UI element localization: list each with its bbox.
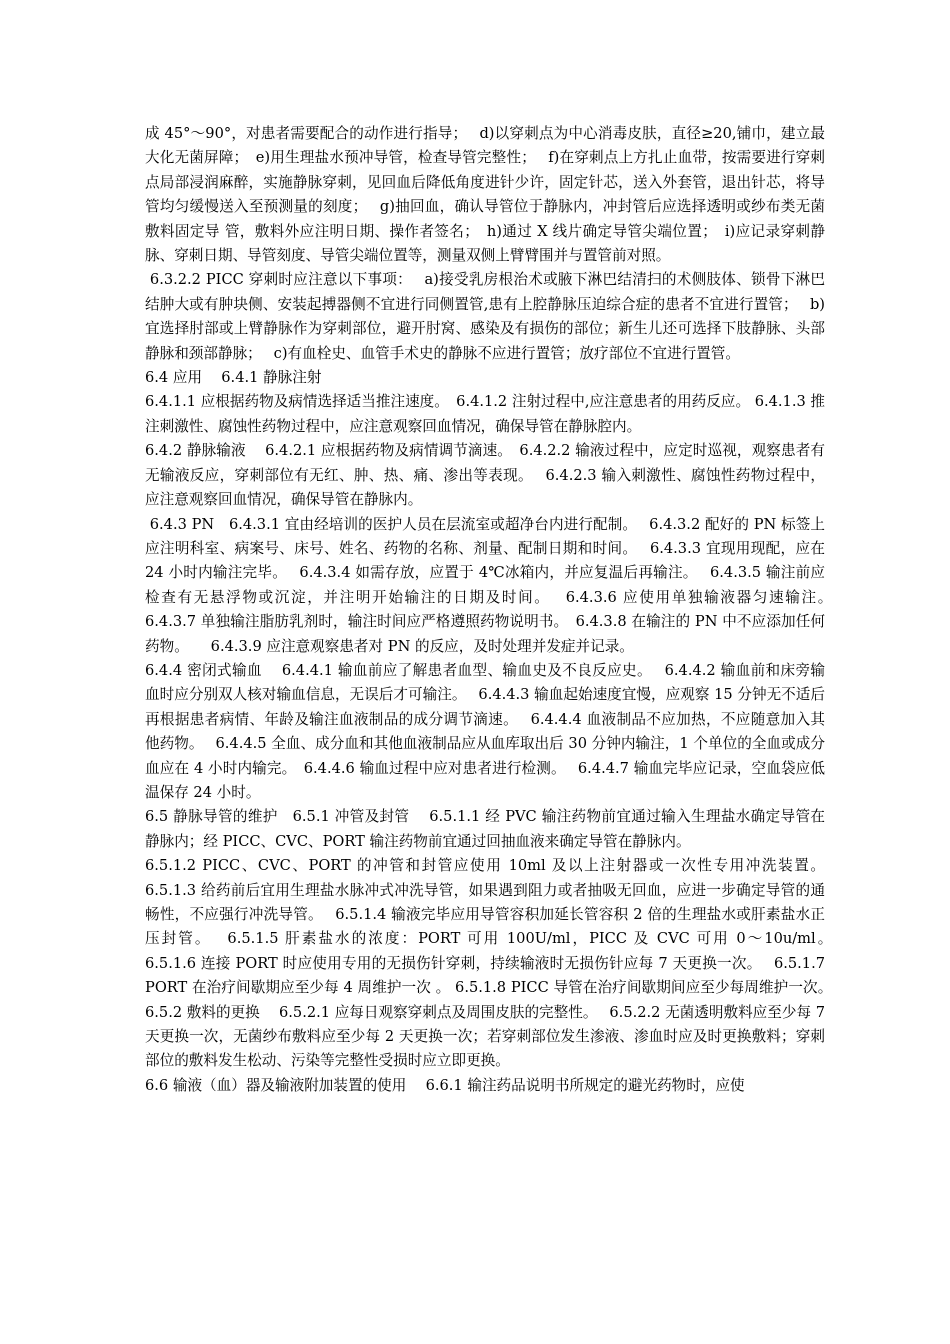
paragraph-3: 6.4 应用 6.4.1 静脉注射 [145,369,322,387]
paragraph-9: 6.5.1.2 PICC、CVC、PORT 的冲管和封管应使用 10ml 及以上注射器或一次性专用冲洗装置。 6.5.1.3 给药前后宜用生理盐水脉冲式冲洗导管，如果遇到阻力或者抽吸无回血，应进一步确定导管的通畅性，不应强行冲洗导管。 6.5.1.4 输液完毕应用导管容积加延长管容积 2 倍的生理盐水或肝素盐水正压封管。 6.5.1.5 肝素盐水的浓度：PORT 可用 100U/ml，PICC 及 CVC 可用 0～10u/ml。 6.5.1.6 连接 PORT 时应使用专用的无损伤针穿刺，持续输液时无损伤针应每 7 天更换一次。 6.5.1.7 PORT 在治疗间歇期应至少每 4 周维护一次 。 6.5.1.8 PICC 导管在治疗间歇期间应至少每周维护一次。 6.5.2 敷料的更换 6.5.2.1 应每日观察穿刺点及周围皮肤的完整性。 6.5.2.2 无菌透明敷料应至少每 7 天更换一次，无菌纱布敷料应至少每 2 天更换一次；若穿刺部位发生渗液、渗血时应及时更换敷料；穿刺部位的敷料发生松动、污染等完整性受损时应立即更换。 [145,857,845,1070]
document-body [145,122,845,1098]
paragraph-6: 6.4.3 PN 6.4.3.1 宜由经培训的医护人员在层流室或超净台内进行配制。 6.4.3.2 配好的 PN 标签上应注明科室、病案号、床号、姓名、药物的名称、剂量、配制日期和时间。 6.4.3.3 宜现用现配，应在 24 小时内输注完毕。 6.4.3.4 如需存放，应置于 4℃冰箱内，并应复温后再输注。 6.4.3.5 输注前应检查有无悬浮物或沉淀，并注明开始输注的日期及时间。 6.4.3.6 应使用单独输液器匀速输注。 6.4.3.7 单独输注脂肪乳剂时，输注时间应严格遵照药物说明书。 6.4.3.8 在输注的 PN 中不应添加任何药物。 6.4.3.9 应注意观察患者对 PN 的反应，及时处理并发症并记录。 [145,515,845,655]
paragraph-2: 6.3.2.2 PICC 穿刺时应注意以下事项： a)接受乳房根治术或腋下淋巴结清扫的术侧肢体、锁骨下淋巴结肿大或有肿块侧、安装起搏器侧不宜进行同侧置管,患有上腔静脉压迫综合症的患者不宜进行置管； b)宜选择肘部或上臂静脉作为穿刺部位，避开肘窝、感染及有损伤的部位；新生儿还可选择下肢静脉、头部静脉和颈部静脉； c)有血栓史、血管手术史的静脉不应进行置管；放疗部位不宜进行置管。 [145,271,825,362]
paragraph-4: 6.4.1.1 应根据药物及病情选择适当推注速度。 6.4.1.2 注射过程中,应注意患者的用药反应。 6.4.1.3 推注刺激性、腐蚀性药物过程中，应注意观察回血情况，确保导管在静脉腔内。 [145,393,825,435]
paragraph-5: 6.4.2 静脉输液 6.4.2.1 应根据药物及病情调节滴速。 6.4.2.2 输液过程中，应定时巡视，观察患者有无输液反应，穿刺部位有无红、肿、热、痛、渗出等表现。 6.4.2.3 输入刺激性、腐蚀性药物过程中，应注意观察回血情况，确保导管在静脉内。 [145,442,825,509]
paragraph-1: 成 45°～90°，对患者需要配合的动作进行指导； d)以穿刺点为中心消毒皮肤，直径≥20,铺巾，建立最大化无菌屏障； e)用生理盐水预冲导管，检查导管完整性； f)在穿刺点上方扎止血带，按需要进行穿刺点局部浸润麻醉，实施静脉穿刺，见回血后降低角度进针少许，固定针芯，送入外套管，退出针芯，将导管均匀缓慢送入至预测量的刻度； g)抽回血，确认导管位于静脉内，冲封管后应选择透明或纱布类无菌敷料固定导 管，敷料外应注明日期、操作者签名； h)通过 X 线片确定导管尖端位置； i)应记录穿刺静脉、穿刺日期、导管刻度、导管尖端位置等，测量双侧上臂臂围并与置管前对照。 [145,125,825,265]
paragraph-10: 6.6 输液（血）器及输液附加装置的使用 6.6.1 输注药品说明书所规定的避光药物时，应使 [145,1076,745,1094]
paragraph-8: 6.5 静脉导管的维护 6.5.1 冲管及封管 6.5.1.1 经 PVC 输注药物前宜通过输入生理盐水确定导管在静脉内；经 PICC、CVC、PORT 输注药物前宜通过回抽血液来确定导管在静脉内。 [145,808,825,850]
paragraph-7: 6.4.4 密闭式输血 6.4.4.1 输血前应了解患者血型、输血史及不良反应史。 6.4.4.2 输血前和床旁输血时应分别双人核对输血信息，无误后才可输注。 6.4.4.3 输血起始速度宜慢，应观察 15 分钟无不适后再根据患者病情、年龄及输注血液制品的成分调节滴速。 6.4.4.4 血液制品不应加热，不应随意加入其他药物。 6.4.4.5 全血、成分血和其他血液制品应从血库取出后 30 分钟内输注，1 个单位的全血或成分血应在 4 小时内输完。 6.4.4.6 输血过程中应对患者进行检测。 6.4.4.7 输血完毕应记录，空血袋应低温保存 24 小时。 [145,661,825,801]
